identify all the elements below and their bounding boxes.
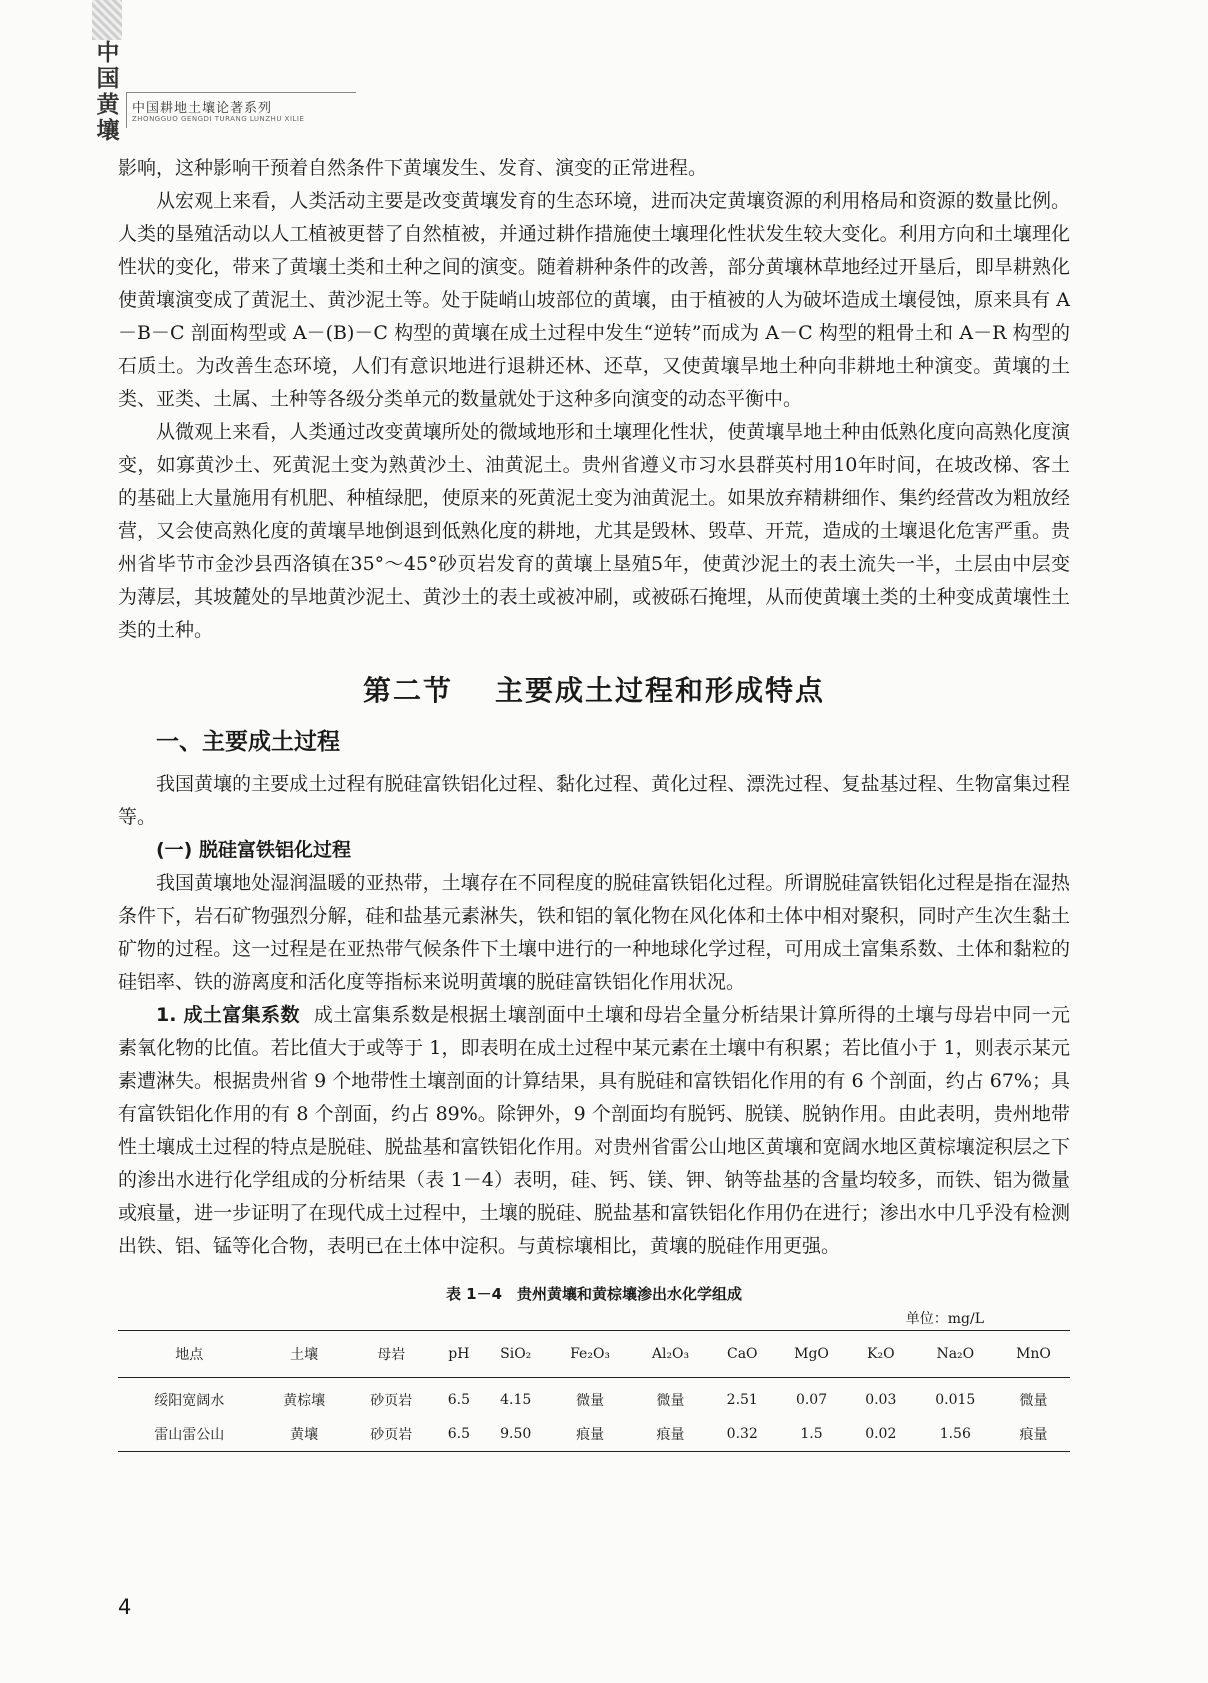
column-header: SiO₂ — [500, 1346, 532, 1362]
table-cell: 痕量 — [656, 1427, 685, 1443]
table-unit: 单位：mg/L — [905, 1311, 984, 1327]
table-cell: 2.51 — [726, 1392, 758, 1408]
column-header: Al₂O₃ — [651, 1346, 690, 1362]
series-pinyin: ZHONGGUO GENGDI TURANG LUNZHU XILIE — [132, 115, 305, 123]
table-cell: 0.32 — [726, 1426, 758, 1442]
paragraph: 从宏观上来看，人类活动主要是改变黄壤发育的生态环境，进而决定黄壤资源的利用格局和资源的数量比例。人类的垦殖活动以人工植被更替了自然植被，并通过耕作措施使土壤理化性状发生较大变化。利用方向和土壤理化性状的变化，带来了黄壤土类和土种之间的演变。随着耕种条件的改善，部分黄壤林草地经过开垦后，即旱耕熟化使黄壤演变成了黄泥土、黄沙泥土等。处于陡峭山坡部位的黄壤，由于植被的人为破坏造成土壤侵蚀，原来具有 A－B－C 剖面构型或 A－(B)－C 构型的黄壤在成土过程中发生“逆转”而成为 A－C 构型的粗骨土和 A－R 构型的石质土。为改善生态环境，人们有意识地进行退耕还林、还草，又使黄壤旱地土种向非耕地土种演变。黄壤的土类、亚类、土属、土种等各级分类单元的数量就处于这种多向演变的动态平衡中。 — [118, 190, 1070, 410]
column-header: MnO — [1016, 1346, 1051, 1362]
table-row — [118, 1378, 1070, 1418]
heading-level-1: 一、主要成土过程 — [156, 729, 340, 755]
column-header: 母岩 — [377, 1347, 406, 1363]
column-header: pH — [448, 1346, 470, 1362]
table-cell: 9.50 — [500, 1426, 532, 1442]
table-cell: 雷山雷公山 — [154, 1427, 225, 1443]
heading-level-2: (一) 脱硅富铁铝化过程 — [156, 839, 351, 861]
column-header: CaO — [726, 1346, 758, 1362]
table-header-row — [118, 1331, 1070, 1378]
table-cell: 黄棕壤 — [283, 1393, 326, 1409]
table-cell: 微量 — [1019, 1393, 1048, 1409]
table-cell: 6.5 — [447, 1426, 470, 1442]
paragraph: 影响，这种影响干预着自然条件下黄壤发生、发育、演变的正常进程。 — [118, 157, 708, 179]
column-header: 土壤 — [290, 1347, 319, 1363]
table-cell: 痕量 — [1019, 1427, 1048, 1443]
table-cell: 0.03 — [865, 1392, 897, 1408]
column-header: MgO — [794, 1346, 829, 1362]
header-vertical-rule — [126, 92, 127, 128]
table-cell: 微量 — [576, 1393, 605, 1409]
table-cell: 6.5 — [447, 1392, 470, 1408]
table-cell: 4.15 — [500, 1392, 532, 1408]
table-cell: 1.56 — [939, 1426, 971, 1442]
paragraph: 从微观上来看，人类通过改变黄壤所处的微域地形和土壤理化性状，使黄壤旱地土种由低熟化度向高熟化度演变，如寡黄沙土、死黄泥土变为熟黄沙土、油黄泥土。贵州省遵义市习水县群英村用10年时间，在坡改梯、客土的基础上大量施用有机肥、种植绿肥，使原来的死黄泥土变为油黄泥土。如果放弃精耕细作、集约经营改为粗放经营，又会使高熟化度的黄壤旱地倒退到低熟化度的耕地，尤其是毁林、毁草、开荒，造成的土壤退化危害严重。贵州省毕节市金沙县西洛镇在35°～45°砂页岩发育的黄壤上垦殖5年，使黄沙泥土的表土流失一半，土层由中层变为薄层，其坡麓处的旱地黄沙泥土、黄沙土的表土或被冲刷，或被砾石掩埋，从而使黄壤土类的土种变成黄壤性土类的土种。 — [118, 421, 1070, 641]
table-cell: 微量 — [656, 1393, 685, 1409]
paragraph — [118, 999, 1070, 1263]
brand-char: 国 — [96, 66, 120, 92]
table-cell: 0.015 — [935, 1392, 976, 1408]
header-decoration — [92, 0, 122, 40]
brand-char: 中 — [96, 40, 120, 66]
series-brand — [88, 40, 128, 144]
section-heading: 主要成土过程和形成特点 — [495, 674, 826, 707]
column-header: Fe₂O₃ — [570, 1346, 611, 1362]
table-cell: 绥阳宽阔水 — [154, 1393, 225, 1409]
table-cell: 1.5 — [800, 1426, 823, 1442]
series-title: 中国耕地土壤论著系列 — [132, 101, 273, 116]
table-caption: 表 1－4 贵州黄壤和黄棕壤渗出水化学组成 — [445, 1285, 743, 1303]
data-table — [118, 1330, 1070, 1452]
column-header: Na₂O — [936, 1346, 975, 1362]
brand-char: 壤 — [96, 118, 120, 144]
run-in-heading: 1. 成土富集系数 — [156, 1004, 300, 1026]
section-title — [118, 669, 1070, 709]
paragraph: 我国黄壤地处湿润温暖的亚热带，土壤存在不同程度的脱硅富铁铝化过程。所谓脱硅富铁铝化过程是指在湿热条件下，岩石矿物强烈分解，硅和盐基元素淋失，铁和铝的氧化物在风化体和土体中相对聚积，同时产生次生黏土矿物的过程。这一过程是在亚热带气候条件下土壤中进行的一种地球化学过程，可用成土富集系数、土体和黏粒的硅铝率、铁的游离度和活化度等指标来说明黄壤的脱硅富铁铝化作用状况。 — [118, 872, 1070, 993]
paragraph-text: 成土富集系数是根据土壤剖面中土壤和母岩全量分析结果计算所得的土壤与母岩中同一元素氧化物的比值。若比值大于或等于 1，即表明在成土过程中某元素在土壤中有积累；若比值小于 1，则表示某元素遭淋失。根据贵州省 9 个地带性土壤剖面的计算结果，具有脱硅和富铁铝化作用的有 6 个剖面，约占 67%；具有富铁铝化作用的有 8 个剖面，约占 89%。除钾外，9 个剖面均有脱钙、脱镁、脱钠作用。由此表明，贵州地带性土壤成土过程的特点是脱硅、脱盐基和富铁铝化作用。对贵州省雷公山地区黄壤和宽阔水地区黄棕壤淀积层之下的渗出水进行化学组成的分析结果（表 1－4）表明，硅、钙、镁、钾、钠等盐基的含量均较多，而铁、铝为微量或痕量，进一步证明了在现代成土过程中，土壤的脱硅、脱盐基和富铁铝化作用仍在进行；渗出水中几乎没有检测出铁、铝、锰等化合物，表明已在土体中淀积。与黄棕壤相比，黄壤的脱硅作用更强。 — [118, 1004, 1070, 1257]
page-body — [118, 152, 1070, 1452]
table-cell: 痕量 — [576, 1427, 605, 1443]
column-header: K₂O — [867, 1346, 895, 1362]
table-cell: 0.07 — [795, 1392, 828, 1408]
header-rule — [126, 92, 356, 93]
brand-char: 黄 — [96, 92, 120, 118]
table-cell: 砂页岩 — [370, 1427, 413, 1443]
table-cell: 砂页岩 — [370, 1393, 413, 1409]
paragraph: 我国黄壤的主要成土过程有脱硅富铁铝化过程、黏化过程、黄化过程、漂洗过程、复盐基过程、生物富集过程等。 — [118, 773, 1070, 828]
section-number: 第二节 — [362, 674, 453, 707]
column-header: 地点 — [175, 1347, 204, 1363]
table-cell: 黄壤 — [290, 1427, 319, 1443]
table-row — [118, 1417, 1070, 1452]
page-number: 4 — [118, 1595, 132, 1619]
table-cell: 0.02 — [865, 1426, 897, 1442]
